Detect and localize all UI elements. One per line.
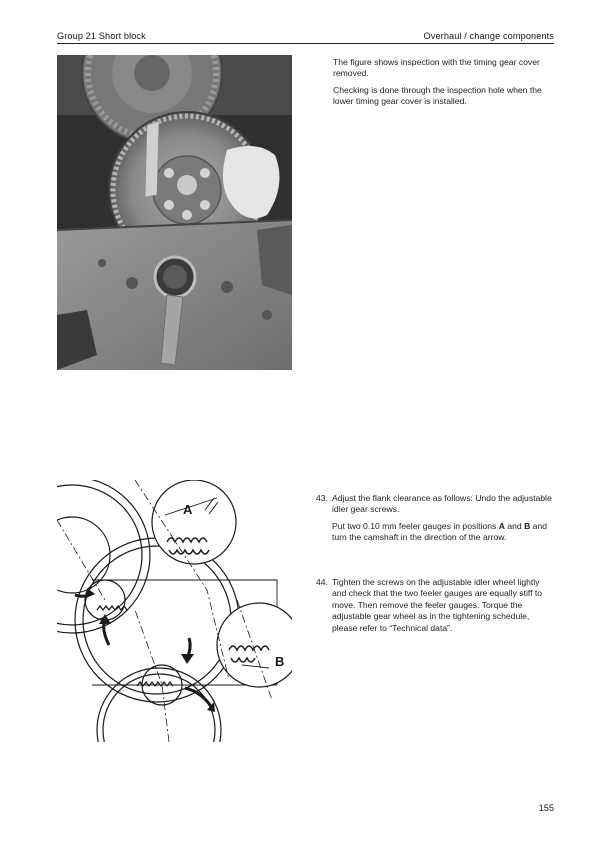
step-43 xyxy=(316,493,556,549)
intro-text xyxy=(333,57,555,113)
intro-paragraph-2: Checking is done through the inspection hole when the lower timing gear cover is installed. xyxy=(333,84,542,107)
position-b-label: B xyxy=(275,654,285,669)
step-43-number: 43. xyxy=(316,493,328,503)
header-chapter-title: Overhaul / change components xyxy=(423,31,554,41)
page-number: 155 xyxy=(538,803,554,813)
step-43-text: Adjust the flank clearance as follows: Undo the adjustable idler gear screws. xyxy=(332,493,552,515)
step-44-text: Tighten the screws on the adjustable idler wheel lightly and check that the two feeler gauges are equally stiff to move. Then remove the feeler gauges. Torque the adjustable gear wheel as in the tightening schedule, please refer to “Technical data”. xyxy=(332,577,543,633)
header-section-title: Group 21 Short block xyxy=(57,31,146,41)
step-43-subtext: Put two 0.10 mm feeler gauges in positions A and B and turn the camshaft in the direction of the arrow. xyxy=(332,520,548,543)
step-44-number: 44. xyxy=(316,577,328,587)
gear-clearance-diagram xyxy=(57,480,292,742)
step-44 xyxy=(316,577,556,639)
header-divider xyxy=(57,43,554,44)
position-a-label: A xyxy=(183,502,193,517)
intro-paragraph-1: The figure shows inspection with the timing gear cover removed. xyxy=(333,57,540,79)
timing-gear-photo xyxy=(57,55,292,370)
